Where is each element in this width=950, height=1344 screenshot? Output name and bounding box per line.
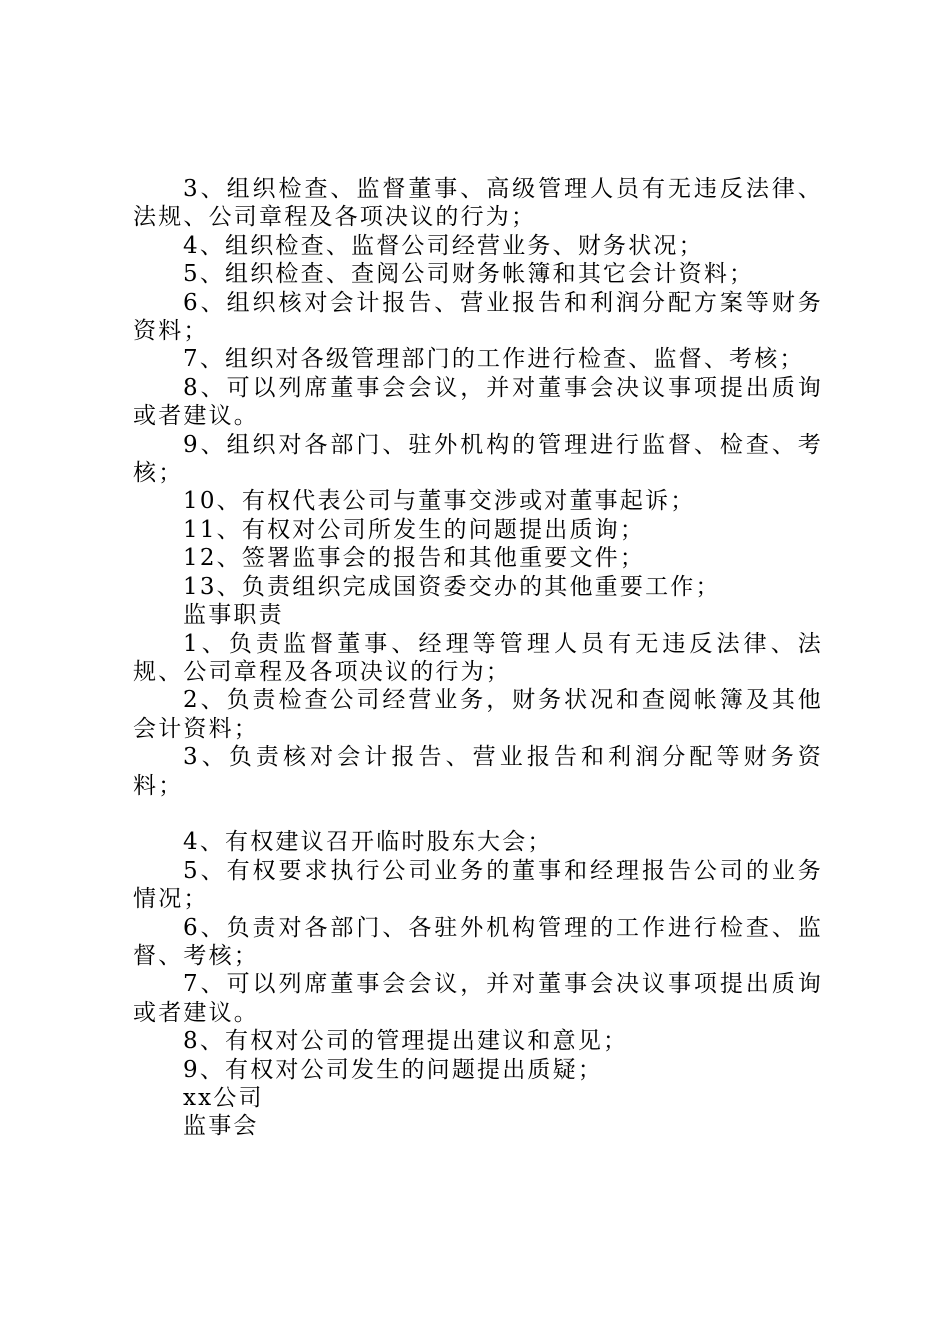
duty-item-9: 9、有权对公司发生的问题提出质疑； [183, 1056, 604, 1083]
duty-item-5: 5、有权要求执行公司业务的董事和经理报告公司的业务情况； [133, 857, 823, 913]
paragraph-item-4: 4、组织检查、监督公司经营业务、财务状况； [183, 232, 704, 259]
document-body [133, 175, 823, 1141]
duty-item-7: 7、可以列席董事会会议，并对董事会决议事项提出质询或者建议。 [133, 971, 823, 1026]
paragraph-item-3: 3、组织检查、监督董事、高级管理人员有无违反法律、法规、公司章程及各项决议的行为； [133, 176, 823, 231]
duty-item-6: 6、负责对各部门、各驻外机构管理的工作进行检查、监督、考核； [133, 914, 823, 969]
paragraph-item-10: 10、有权代表公司与董事交涉或对董事起诉； [183, 488, 696, 515]
paragraph-item-8: 8、可以列席董事会会议，并对董事会决议事项提出质询或者建议。 [133, 374, 823, 430]
paragraph-item-9: 9、组织对各部门、驻外机构的管理进行监督、检查、考核； [133, 431, 823, 487]
duty-item-3: 3、负责核对会计报告、营业报告和利润分配等财务资料； [133, 744, 823, 799]
duty-item-4: 4、有权建议召开临时股东大会； [183, 829, 553, 856]
paragraph-item-5: 5、组织检查、查阅公司财务帐簿和其它会计资料； [183, 261, 755, 288]
paragraph-item-6: 6、组织核对会计报告、营业报告和利润分配方案等财务资料； [133, 289, 823, 345]
signature-company: xx公司 [183, 1084, 264, 1111]
paragraph-item-11: 11、有权对公司所发生的问题提出质询； [183, 516, 646, 543]
duty-item-2: 2、负责检查公司经营业务，财务状况和查阅帐簿及其他会计资料； [133, 687, 823, 742]
blank-line [133, 800, 823, 828]
duty-item-8: 8、有权对公司的管理提出建议和意见； [183, 1028, 629, 1055]
signature-board: 监事会 [183, 1113, 259, 1140]
duty-item-1: 1、负责监督董事、经理等管理人员有无违反法律、法规、公司章程及各项决议的行为； [133, 630, 823, 685]
paragraph-item-7: 7、组织对各级管理部门的工作进行检查、监督、考核； [183, 346, 805, 373]
paragraph-item-12: 12、签署监事会的报告和其他重要文件； [183, 545, 646, 572]
paragraph-item-13: 13、负责组织完成国资委交办的其他重要工作； [183, 573, 721, 600]
section-heading: 监事职责 [183, 602, 284, 629]
